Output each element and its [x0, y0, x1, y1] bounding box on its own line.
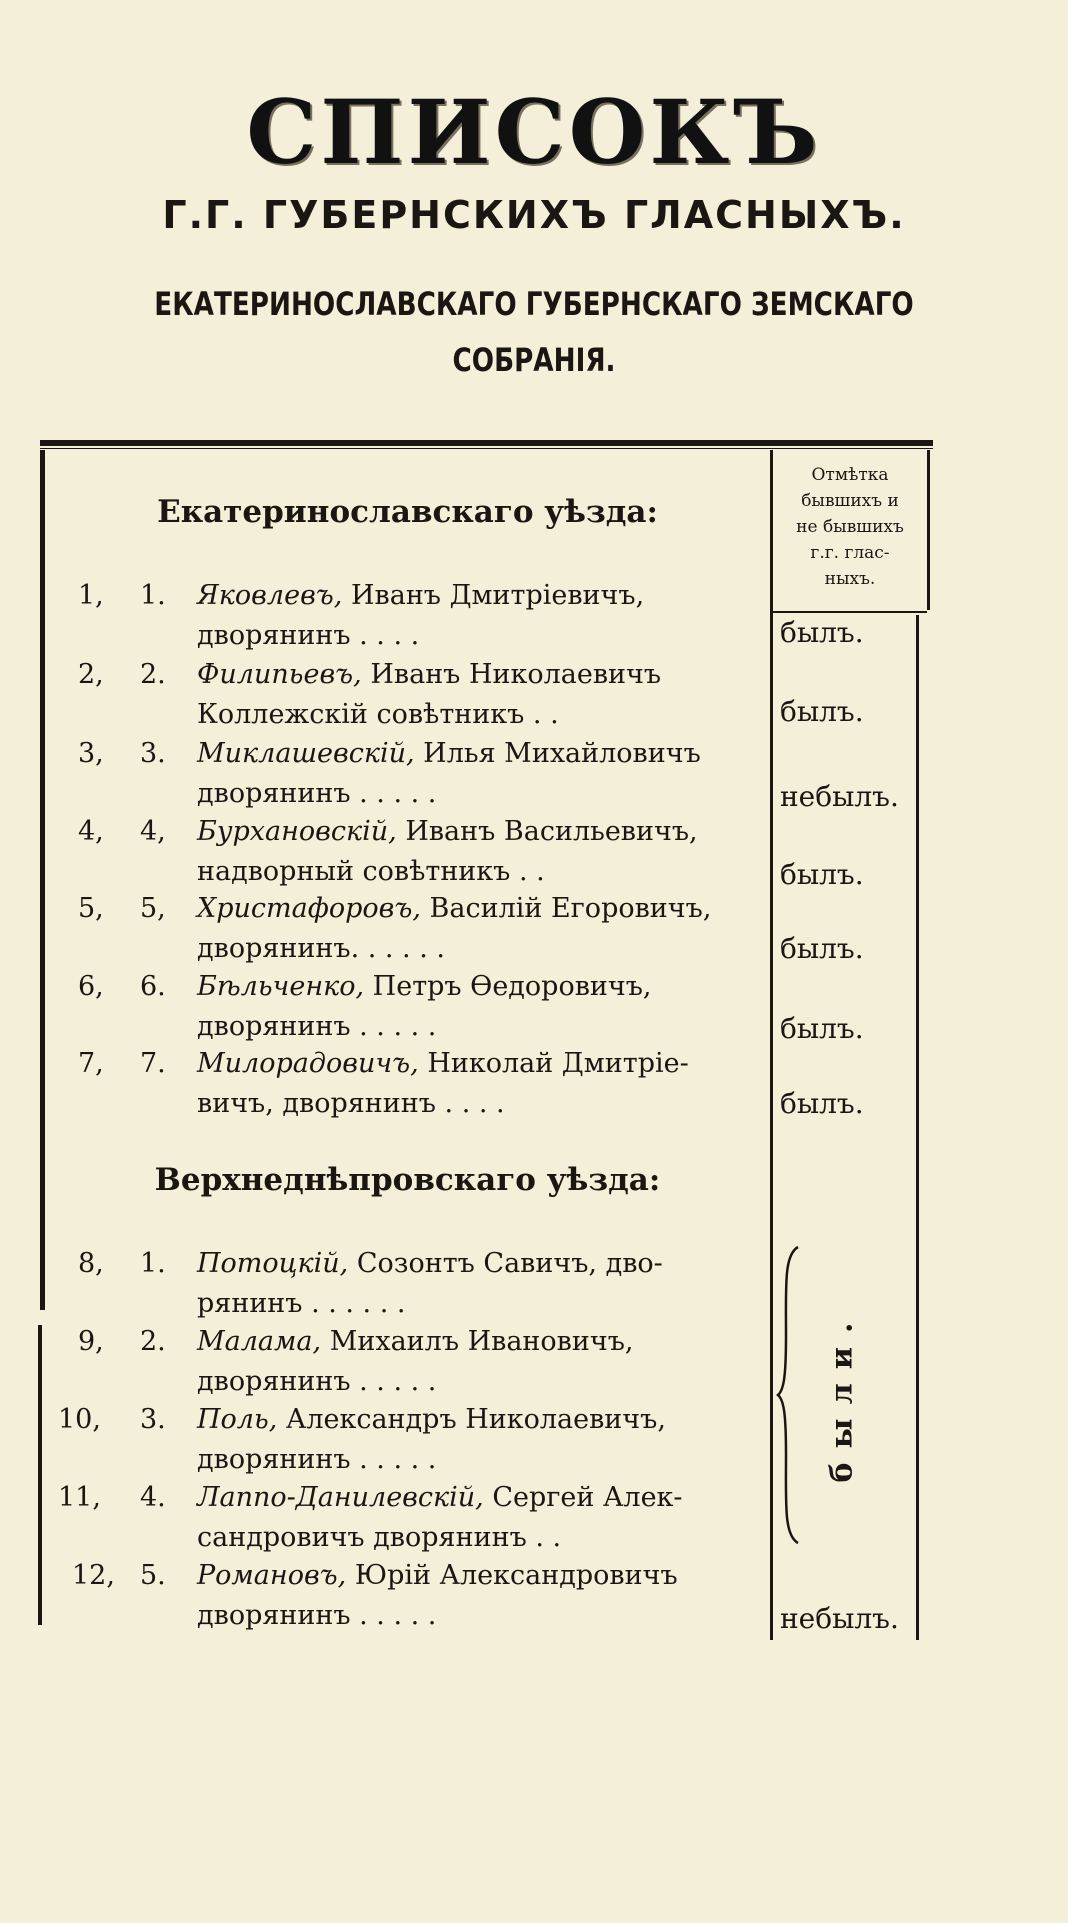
attendance-mark: былъ.: [780, 1012, 864, 1045]
attendance-mark: небылъ.: [780, 780, 899, 813]
global-number: 11,: [58, 1482, 101, 1513]
column-header-line: не бывшихъ: [796, 517, 904, 537]
local-number: 4,: [140, 816, 166, 847]
local-number: 2.: [140, 659, 166, 690]
local-number: 1.: [140, 580, 166, 611]
global-number: 8,: [78, 1248, 104, 1279]
name-rest: Созонтъ Савичъ, дво-: [356, 1248, 663, 1279]
name-rest: Михаилъ Ивановичъ,: [329, 1326, 634, 1357]
name-rest: Сергей Алек-: [492, 1482, 683, 1513]
global-number: 3,: [78, 738, 104, 769]
grouped-attendance-mark: [822, 1270, 862, 1520]
column-header-line: Отмѣтка: [811, 465, 889, 485]
local-number: 1.: [140, 1248, 166, 1279]
section-heading: Екатеринославскаго уѣзда:: [157, 494, 658, 530]
surname: Яковлевъ,: [197, 580, 343, 611]
surname: Лаппо-Данилевскій,: [197, 1482, 484, 1513]
page-subtitle: Г.Г. ГУБЕРНСКИХЪ ГЛАСНЫХЪ.: [162, 193, 906, 237]
attendance-mark: былъ.: [780, 932, 864, 965]
global-number: 12,: [72, 1560, 115, 1591]
name-rest: Иванъ Васильевичъ,: [405, 816, 698, 847]
entry-text: [197, 1044, 767, 1124]
entry-line-2: сандровичъ дворянинъ . .: [197, 1522, 562, 1553]
surname: Потоцкій,: [197, 1248, 349, 1279]
table-right-border-lower: [916, 615, 919, 1640]
curly-brace: [776, 1245, 802, 1545]
attendance-mark: былъ.: [780, 858, 864, 891]
entry-text: [197, 967, 767, 1047]
local-number: 4.: [140, 1482, 166, 1513]
column-header: [774, 462, 926, 592]
entry-line-2: рянинъ . . . . . .: [197, 1288, 406, 1319]
name-rest: Илья Михайловичъ: [423, 738, 701, 769]
entry-line-2: дворянинъ . . . .: [197, 620, 420, 651]
entry-text: [197, 1322, 767, 1402]
entry-line-2: дворянинъ . . . . .: [197, 1011, 437, 1042]
surname: Романовъ,: [197, 1560, 347, 1591]
name-rest: Иванъ Дмитріевичъ,: [350, 580, 645, 611]
surname: Малама,: [197, 1326, 322, 1357]
local-number: 2.: [140, 1326, 166, 1357]
assembly-heading: [96, 276, 972, 388]
global-number: 10,: [58, 1404, 101, 1435]
entry-line-2: Коллежскій совѣтникъ . .: [197, 699, 559, 730]
global-number: 5,: [78, 893, 104, 924]
surname: Бѣльченко,: [197, 971, 365, 1002]
global-number: 7,: [78, 1048, 104, 1079]
global-number: 4,: [78, 816, 104, 847]
attendance-mark: былъ.: [780, 616, 864, 649]
attendance-mark: былъ.: [780, 695, 864, 728]
entry-text: [197, 1478, 767, 1558]
entry-line-2: дворянинъ . . . . .: [197, 1444, 437, 1475]
entry-text: [197, 812, 767, 892]
column-header-rule: [773, 611, 927, 613]
table-top-rule: [40, 440, 933, 446]
column-header-line: бывшихъ и: [801, 491, 899, 511]
entry-text: [197, 1400, 767, 1480]
entry-text: [197, 576, 767, 656]
surname: Бурхановскій,: [197, 816, 397, 847]
column-header-line: ныхъ.: [824, 569, 876, 589]
name-rest: Иванъ Николаевичъ: [370, 659, 662, 690]
table-left-border-lower: [38, 1325, 42, 1625]
entry-line-2: вичъ, дворянинъ . . . .: [197, 1088, 505, 1119]
page-title: СПИСОКЪ: [246, 80, 822, 184]
surname: Поль,: [197, 1404, 278, 1435]
entry-text: [197, 1244, 767, 1324]
entry-text: [197, 1556, 767, 1636]
surname: Филипьевъ,: [197, 659, 362, 690]
name-rest: Юрій Александровичъ: [354, 1560, 678, 1591]
entry-text: [197, 655, 767, 735]
table-right-border: [927, 450, 930, 610]
entry-text: [197, 889, 767, 969]
local-number: 3.: [140, 738, 166, 769]
entry-line-2: дворянинъ . . . . .: [197, 1366, 437, 1397]
local-number: 5.: [140, 1560, 166, 1591]
assembly-line-2: СОБРАНІЯ.: [452, 341, 616, 379]
local-number: 7.: [140, 1048, 166, 1079]
entry-line-2: дворянинъ. . . . . .: [197, 933, 445, 964]
entry-line-2: дворянинъ . . . . .: [197, 1600, 437, 1631]
table-column-divider: [770, 450, 773, 1640]
global-number: 1,: [78, 580, 104, 611]
surname: Милорадовичъ,: [197, 1048, 419, 1079]
grouped-mark-text: были.: [824, 1308, 860, 1482]
section-heading: Верхнеднѣпровскаго уѣзда:: [154, 1162, 661, 1198]
entry-text: [197, 734, 767, 814]
global-number: 9,: [78, 1326, 104, 1357]
name-rest: Александръ Николаевичъ,: [285, 1404, 666, 1435]
entry-line-2: дворянинъ . . . . .: [197, 778, 437, 809]
name-rest: Николай Дмитріе-: [427, 1048, 689, 1079]
attendance-mark: небылъ.: [780, 1602, 899, 1635]
assembly-line-1: ЕКАТЕРИНОСЛАВСКАГО ГУБЕРНСКАГО ЗЕМСКАГО: [154, 285, 914, 323]
name-rest: Василій Егоровичъ,: [429, 893, 712, 924]
attendance-mark: былъ.: [780, 1087, 864, 1120]
name-rest: Петръ Ѳедоровичъ,: [372, 971, 652, 1002]
table-top-rule-thin: [40, 448, 933, 449]
local-number: 5,: [140, 893, 166, 924]
surname: Христафоровъ,: [197, 893, 421, 924]
global-number: 2,: [78, 659, 104, 690]
surname: Миклашевскій,: [197, 738, 415, 769]
local-number: 3.: [140, 1404, 166, 1435]
entry-line-2: надворный совѣтникъ . .: [197, 856, 545, 887]
global-number: 6,: [78, 971, 104, 1002]
local-number: 6.: [140, 971, 166, 1002]
column-header-line: г.г. глас-: [810, 543, 890, 563]
